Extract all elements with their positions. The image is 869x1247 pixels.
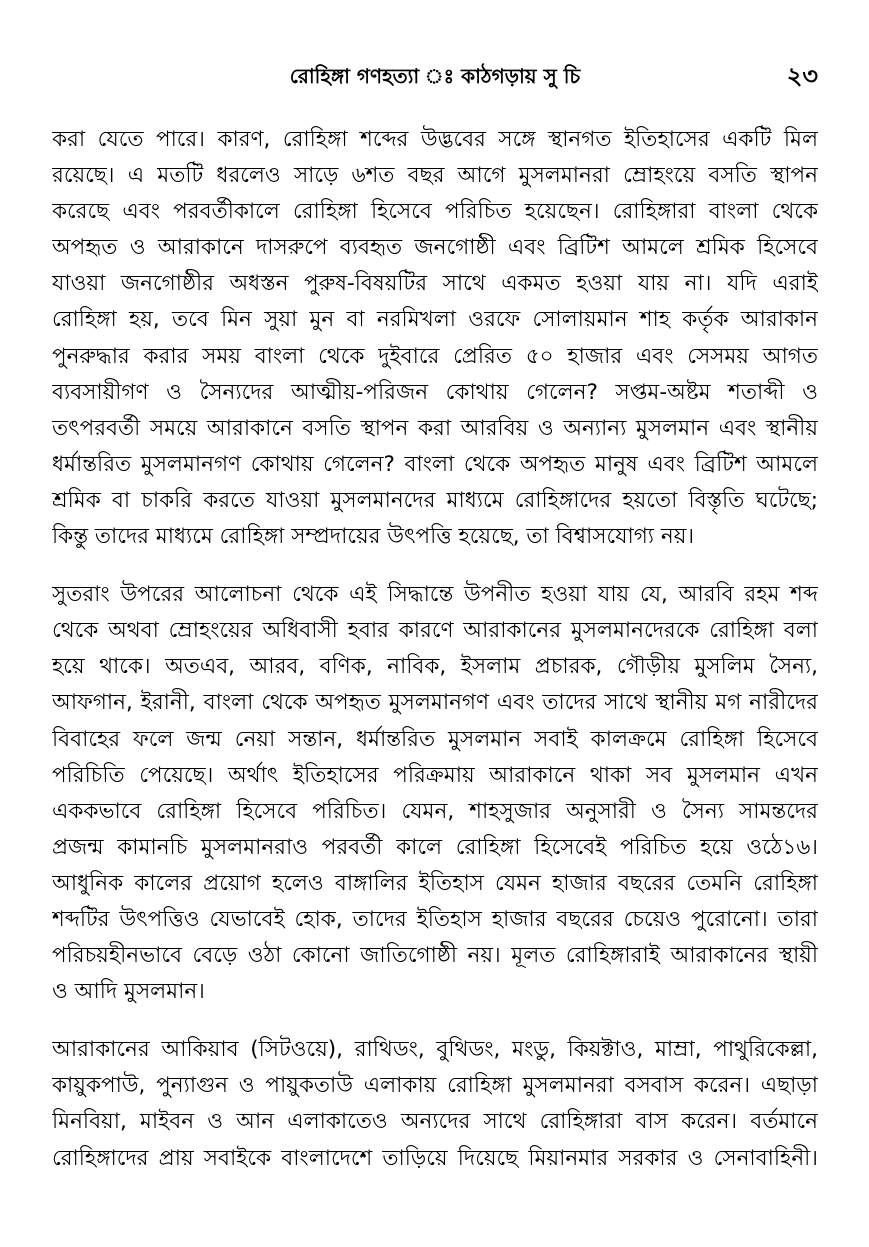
text-line: ব্যবসায়ীগণ ও সৈন্যদের আত্মীয়-পরিজন কোথায় গেলেন? সপ্তম-অষ্টম শতাব্দী ও [52,379,818,405]
text-line: শব্দটির উৎপত্তিও যেভাবেই হোক, তাদের ইতিহাস হাজার বছরের চেয়েও পুরোনো। তারা [52,906,818,932]
text-line: রয়েছে। এ মতটি ধরলেও সাড়ে ৬শত বছর আগে মুসলমানরা ম্রোহংয়ে বসতি স্থাপন [52,163,818,189]
text-line: রোহিঙ্গা হয়, তবে মিন সুয়া মুন বা নরমিখলা ওরফে সোলায়মান শাহ কর্তৃক আরাকান [52,307,818,333]
text-line: কিন্তু তাদের মাধ্যমে রোহিঙ্গা সম্প্রদায়ের উৎপত্তি হয়েছে, তা বিশ্বাসযোগ্য নয়। [52,524,695,550]
text-line: কায়ুকপাউ, পুন্যাগুন ও পায়ুকতাউ এলাকায় রোহিঙ্গা মুসলমানরা বসবাস করেন। এছাড়া [52,1073,818,1099]
text-line: পুনরুদ্ধার করার সময় বাংলা থেকে দুইবারে প্রেরিত ৫০ হাজার এবং সেসময় আগত [52,343,818,369]
body-text [52,122,818,1199]
text-line: এককভাবে রোহিঙ্গা হিসেবে পরিচিত। যেমন, শাহসুজার অনুসারী ও সৈন্য সামন্তদের [52,798,818,824]
text-line: বিবাহের ফলে জন্ম নেয়া সন্তান, ধর্মান্তরিত মুসলমান সবাই কালক্রমে রোহিঙ্গা হিসেবে [52,726,818,752]
paragraph-3 [52,1032,818,1176]
page-number: ২৩ [786,62,818,90]
paragraph-1 [52,122,818,555]
text-line: পরিচয়হীনভাবে বেড়ে ওঠা কোনো জাতিগোষ্ঠী নয়। মূলত রোহিঙ্গারাই আরাকানের স্থায়ী [52,943,818,969]
text-line: শ্রমিক বা চাকরি করতে যাওয়া মুসলমানদের মাধ্যমে রোহিঙ্গাদের হয়তো বিস্তৃতি ঘটেছে; [52,487,818,513]
text-line: ও আদি মুসলমান। [52,979,205,1005]
text-line: হয়ে থাকে। অতএব, আরব, বণিক, নাবিক, ইসলাম প্রচারক, গৌড়ীয় মুসলিম সৈন্য, [52,654,818,680]
text-line: যাওয়া জনগোষ্ঠীর অধস্তন পুরুষ-বিষয়টির সাথে একমত হওয়া যায় না। যদি এরাই [52,271,818,297]
text-line: করেছে এবং পরবর্তীকালে রোহিঙ্গা হিসেবে পরিচিত হয়েছেন। রোহিঙ্গারা বাংলা থেকে [52,199,818,225]
text-line: রোহিঙ্গাদের প্রায় সবাইকে বাংলাদেশে তাড়িয়ে দিয়েছে মিয়ানমার সরকার ও সেনাবাহিনী। [52,1145,818,1171]
text-line: আফগান, ইরানী, বাংলা থেকে অপহৃত মুসলমানগণ এবং তাদের সাথে স্থানীয় মগ নারীদের [52,690,818,716]
text-line: ধর্মান্তরিত মুসলমানগণ কোথায় গেলেন? বাংলা থেকে অপহৃত মানুষ এবং ব্রিটিশ আমলে [52,451,818,477]
text-line: আরাকানের আকিয়াব (সিটওয়ে), রাথিডং, বুথিডং, মংডু, কিয়ক্টাও, মাম্রা, পাথুরিকেল্লা, [52,1037,818,1063]
text-line: তৎপরবর্তী সময়ে আরাকানে বসতি স্থাপন করা আরবিয় ও অন্যান্য মুসলমান এবং স্থানীয় [52,415,818,441]
paragraph-2 [52,577,818,1010]
text-line: সুতরাং উপরের আলোচনা থেকে এই সিদ্ধান্তে উপনীত হওয়া যায় যে, আরবি রহম শব্দ [52,582,818,608]
text-line: আধুনিক কালের প্রয়োগ হলেও বাঙ্গালির ইতিহাস যেমন হাজার বছরের তেমনি রোহিঙ্গা [52,870,818,896]
text-line: করা যেতে পারে। কারণ, রোহিঙ্গা শব্দের উদ্ভবের সঙ্গে স্থানগত ইতিহাসের একটি মিল [52,127,818,152]
running-header [50,54,820,94]
running-title: রোহিঙ্গা গণহত্যা ঃ কাঠগড়ায় সু চি [289,64,581,88]
text-line: পরিচিতি পেয়েছে। অর্থাৎ ইতিহাসের পরিক্রমায় আরাকানে থাকা সব মুসলমান এখন [52,762,818,788]
text-line: অপহৃত ও আরাকানে দাসরুপে ব্যবহৃত জনগোষ্ঠী এবং ব্রিটিশ আমলে শ্রমিক হিসেবে [52,235,818,261]
text-line: মিনবিয়া, মাইবন ও আন এলাকাতেও অন্যদের সাথে রোহিঙ্গারা বাস করেন। বর্তমানে [52,1109,818,1135]
text-line: থেকে অথবা ম্রোহংয়ের অধিবাসী হবার কারণে আরাকানের মুসলমানদেরকে রোহিঙ্গা বলা [52,618,818,644]
text-line: প্রজন্ম কামানচি মুসলমানরাও পরবর্তী কালে রোহিঙ্গা হিসেবেই পরিচিত হয়ে ওঠে১৬। [52,834,818,860]
